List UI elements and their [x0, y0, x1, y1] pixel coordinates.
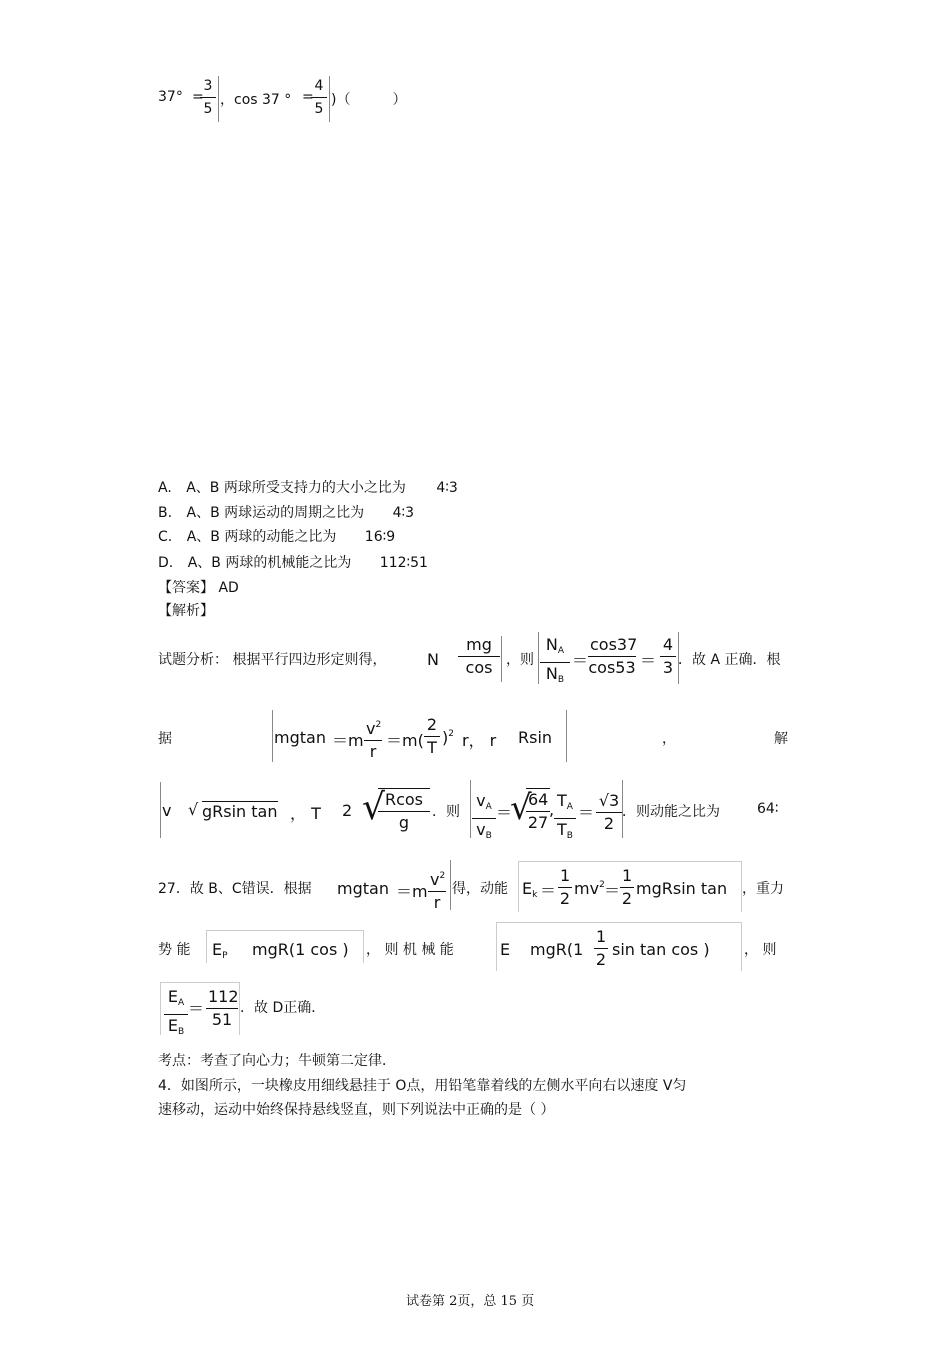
option-value: 4∶3 — [436, 480, 458, 496]
formula-r-r: r， r — [462, 731, 497, 750]
frac-den: 2 — [621, 889, 633, 908]
eq-sign: ＝ — [640, 651, 657, 670]
frac-num: 64 — [526, 789, 550, 812]
text-ze: ，则 — [506, 652, 534, 668]
vA: v — [476, 791, 486, 810]
formula-N: N — [427, 650, 439, 669]
formula-eq-m: ＝m — [332, 731, 364, 750]
bracket-bar — [501, 636, 502, 682]
NA: N — [545, 635, 558, 654]
frac-den: 51 — [211, 1010, 233, 1029]
formula-eq-m2: ＝m( — [386, 731, 424, 750]
header-paren: )（ ） — [331, 92, 407, 108]
frac-num: cos37 — [588, 634, 636, 657]
comma-sep: , — [549, 800, 555, 819]
frac-den: 5 — [203, 101, 213, 117]
text-ju: 据 — [158, 731, 172, 747]
sub-A: A — [177, 998, 185, 1008]
formula-EP — [212, 940, 228, 961]
text-de: 得，动能 — [452, 881, 508, 897]
page-footer: 试卷第 2页，总 15 页 — [406, 1294, 535, 1309]
TB: T — [557, 820, 567, 839]
v: v — [366, 719, 376, 738]
frac-den: 27 — [527, 813, 549, 832]
frac-num — [164, 986, 188, 1015]
TA: T — [557, 791, 567, 810]
formula-v: v — [162, 801, 172, 820]
rparen: ) — [442, 728, 449, 747]
option-text: A、B 两球所受支持力的大小之比为 — [186, 480, 406, 496]
sub-A: A — [485, 802, 492, 812]
analysis-line4-prefix: 27．故 B、C错误．根据 — [158, 881, 312, 897]
formula-sin-tan-cos: sin tan cos ) — [612, 940, 710, 959]
bracket-bar — [538, 632, 539, 684]
bracket-bar — [329, 76, 330, 122]
fraction-1-2b — [620, 865, 634, 910]
option-b — [158, 502, 414, 522]
sub-B: B — [485, 831, 492, 841]
frac-den: 2 — [559, 889, 571, 908]
fraction-v2-r-2 — [428, 865, 446, 914]
frac-den — [472, 819, 496, 847]
frac-den: 2 — [595, 950, 607, 969]
eq-sign: ＝ — [540, 881, 557, 900]
text-ze2: ．则 — [432, 804, 460, 820]
analysis-line1-suffix: ．故 A 正确．根 — [678, 652, 781, 668]
option-text: A、B 两球的机械能之比为 — [187, 555, 352, 571]
option-c — [158, 526, 395, 546]
frac-den: cos — [465, 658, 493, 677]
fraction-NA-NB — [540, 634, 570, 691]
sub-A: A — [557, 646, 565, 656]
sup-2: 2 — [375, 720, 382, 730]
frac-num: mg — [458, 634, 500, 657]
frac-num — [540, 634, 570, 663]
frac-den: T — [427, 738, 437, 757]
text-ze3: ， 则 — [744, 942, 777, 958]
sqrt-symbol-big: √ — [362, 787, 385, 828]
bracket-bar — [160, 782, 161, 838]
formula-Ek — [522, 879, 537, 900]
formula-mgtan2: mgtan — [337, 879, 389, 898]
frac-num — [364, 714, 382, 741]
NB: N — [545, 664, 558, 683]
answer-line: 【答案】 AD — [158, 580, 239, 596]
frac-num — [554, 790, 576, 819]
frac-num: 2 — [424, 714, 440, 737]
formula-Rsin: Rsin — [518, 728, 553, 747]
frac-den — [540, 663, 570, 691]
text-kinetic-ratio: ．则动能之比为 — [622, 804, 720, 820]
option-text: A、B 两球运动的周期之比为 — [186, 505, 365, 521]
frac-num: 1 — [594, 926, 608, 949]
frac-den: r — [369, 742, 377, 761]
fraction-EA-EB — [164, 986, 188, 1043]
header-eq1: = — [192, 89, 204, 105]
sub-B: B — [177, 1027, 185, 1037]
EP: E — [212, 940, 223, 959]
v: v — [430, 870, 440, 889]
header-37deg: 37° — [158, 89, 183, 105]
formula-T: ， T — [290, 804, 321, 823]
sub-B: B — [557, 675, 565, 685]
bracket-bar — [566, 710, 567, 762]
sup-2: 2 — [448, 729, 454, 739]
fraction-4-3 — [660, 634, 676, 679]
frac-num: 4 — [660, 634, 676, 657]
question-4-line1: 4．如图所示，一块橡皮用细线悬挂于 O点，用铅笔靠着线的左侧水平向右以速度 V匀 — [158, 1078, 687, 1094]
analysis-line7-suffix: ．故 D正确． — [240, 1000, 326, 1016]
vB: v — [476, 820, 486, 839]
eq-sign: ＝ — [604, 881, 621, 900]
fraction-Rcos-g — [378, 788, 430, 834]
mv: mv — [574, 879, 600, 898]
option-a — [158, 477, 458, 497]
frac-den: r — [433, 893, 441, 912]
header-eq2: = — [302, 89, 314, 105]
fraction-sqrt3-2 — [596, 790, 622, 835]
Ek: E — [522, 879, 533, 898]
option-label: C. — [158, 529, 173, 545]
frac-num — [428, 865, 446, 892]
question-4-line2: 速移动，运动中始终保持悬线竖直，则下列说法中正确的是（ ） — [158, 1102, 555, 1118]
sup-2: 2 — [439, 871, 446, 881]
formula-mgR1cos: mgR(1 cos ) — [252, 940, 349, 959]
option-label: A. — [158, 480, 172, 496]
fraction-1-2c — [594, 926, 608, 971]
eq-sign: ＝ — [572, 651, 589, 670]
bracket-bar — [470, 780, 471, 838]
eq-sign: ＝ — [496, 803, 513, 822]
frac-den: 2 — [603, 814, 615, 833]
fraction-4-5 — [311, 75, 327, 120]
frac-den: 5 — [314, 101, 324, 117]
fraction-2-T — [424, 714, 440, 759]
EB: E — [167, 1016, 178, 1035]
text-shineng: 势 能 — [158, 942, 191, 958]
option-value: 16∶9 — [364, 529, 396, 545]
fraction-3-5 — [200, 75, 216, 120]
frac-num: 1 — [558, 865, 572, 888]
frac-num: 112 — [206, 986, 238, 1009]
fraction-1-2 — [558, 865, 572, 910]
sub-P: P — [222, 951, 228, 961]
formula-2: 2 — [342, 801, 353, 820]
frac-den — [164, 1015, 188, 1043]
fraction-TA-TB — [554, 790, 576, 847]
formula-E: E — [500, 940, 511, 959]
sqrt-symbol-big: √ — [510, 788, 532, 828]
frac-num: 4 — [311, 75, 327, 98]
option-value: 112∶51 — [379, 555, 428, 571]
sqrt-symbol: √ — [188, 800, 199, 819]
fraction-vA-vB — [472, 790, 496, 847]
analysis-line1-prefix: 试题分析： 根据平行四边形定则得， — [158, 652, 387, 668]
formula-mgR1: mgR(1 — [530, 940, 584, 959]
formula-gRsin-tan: gRsin tan — [202, 802, 278, 821]
bracket-bar — [450, 860, 451, 910]
frac-den — [554, 819, 576, 847]
eq-sign: ＝ — [578, 803, 595, 822]
sub-A: A — [566, 802, 573, 812]
fraction-64-27 — [526, 788, 550, 834]
option-label: B. — [158, 505, 173, 521]
fraction-112-51 — [206, 986, 238, 1031]
fraction-v2-r — [364, 714, 382, 763]
EA: E — [167, 987, 178, 1006]
sup-2: 2 — [599, 880, 605, 890]
formula-rparen — [442, 728, 454, 747]
option-label: D. — [158, 555, 174, 571]
frac-num: Rcos — [378, 789, 430, 812]
sub-B: B — [566, 831, 573, 841]
fraction-mg-cos — [458, 634, 500, 679]
text-comma: ， — [662, 731, 676, 747]
text-jie: 解 — [774, 731, 788, 747]
option-value: 4∶3 — [392, 505, 415, 521]
option-d — [158, 552, 428, 572]
frac-num: √3 — [596, 790, 622, 813]
text-zhongli: ，重力 — [742, 881, 784, 897]
bracket-bar — [218, 76, 219, 122]
frac-den: g — [398, 813, 410, 832]
bracket-bar — [272, 710, 273, 762]
header-cos37: ，cos 37 ° — [220, 92, 292, 108]
kaodian: 考点：考查了向心力；牛顿第二定律． — [158, 1053, 396, 1069]
formula-mgRsin-tan: mgRsin tan — [636, 879, 728, 898]
frac-num: 1 — [620, 865, 634, 888]
sub-k: k — [532, 890, 538, 900]
frac-den: cos53 — [588, 658, 636, 677]
formula-mgtan: mgtan — [274, 728, 326, 747]
frac-den: 3 — [662, 658, 674, 677]
eq-sign: ＝ — [188, 999, 205, 1018]
analysis-title: 【解析】 — [158, 603, 214, 619]
option-text: A、B 两球的动能之比为 — [186, 529, 337, 545]
text-jixie: ， 则 机 械 能 — [366, 942, 454, 958]
formula-eq-m3: ＝m — [396, 882, 428, 901]
frac-num — [472, 790, 496, 819]
text-64: 64∶ — [757, 801, 779, 817]
fraction-cos37-cos53 — [588, 634, 636, 679]
formula-mv2 — [574, 879, 605, 898]
frac-num: 3 — [200, 75, 216, 98]
